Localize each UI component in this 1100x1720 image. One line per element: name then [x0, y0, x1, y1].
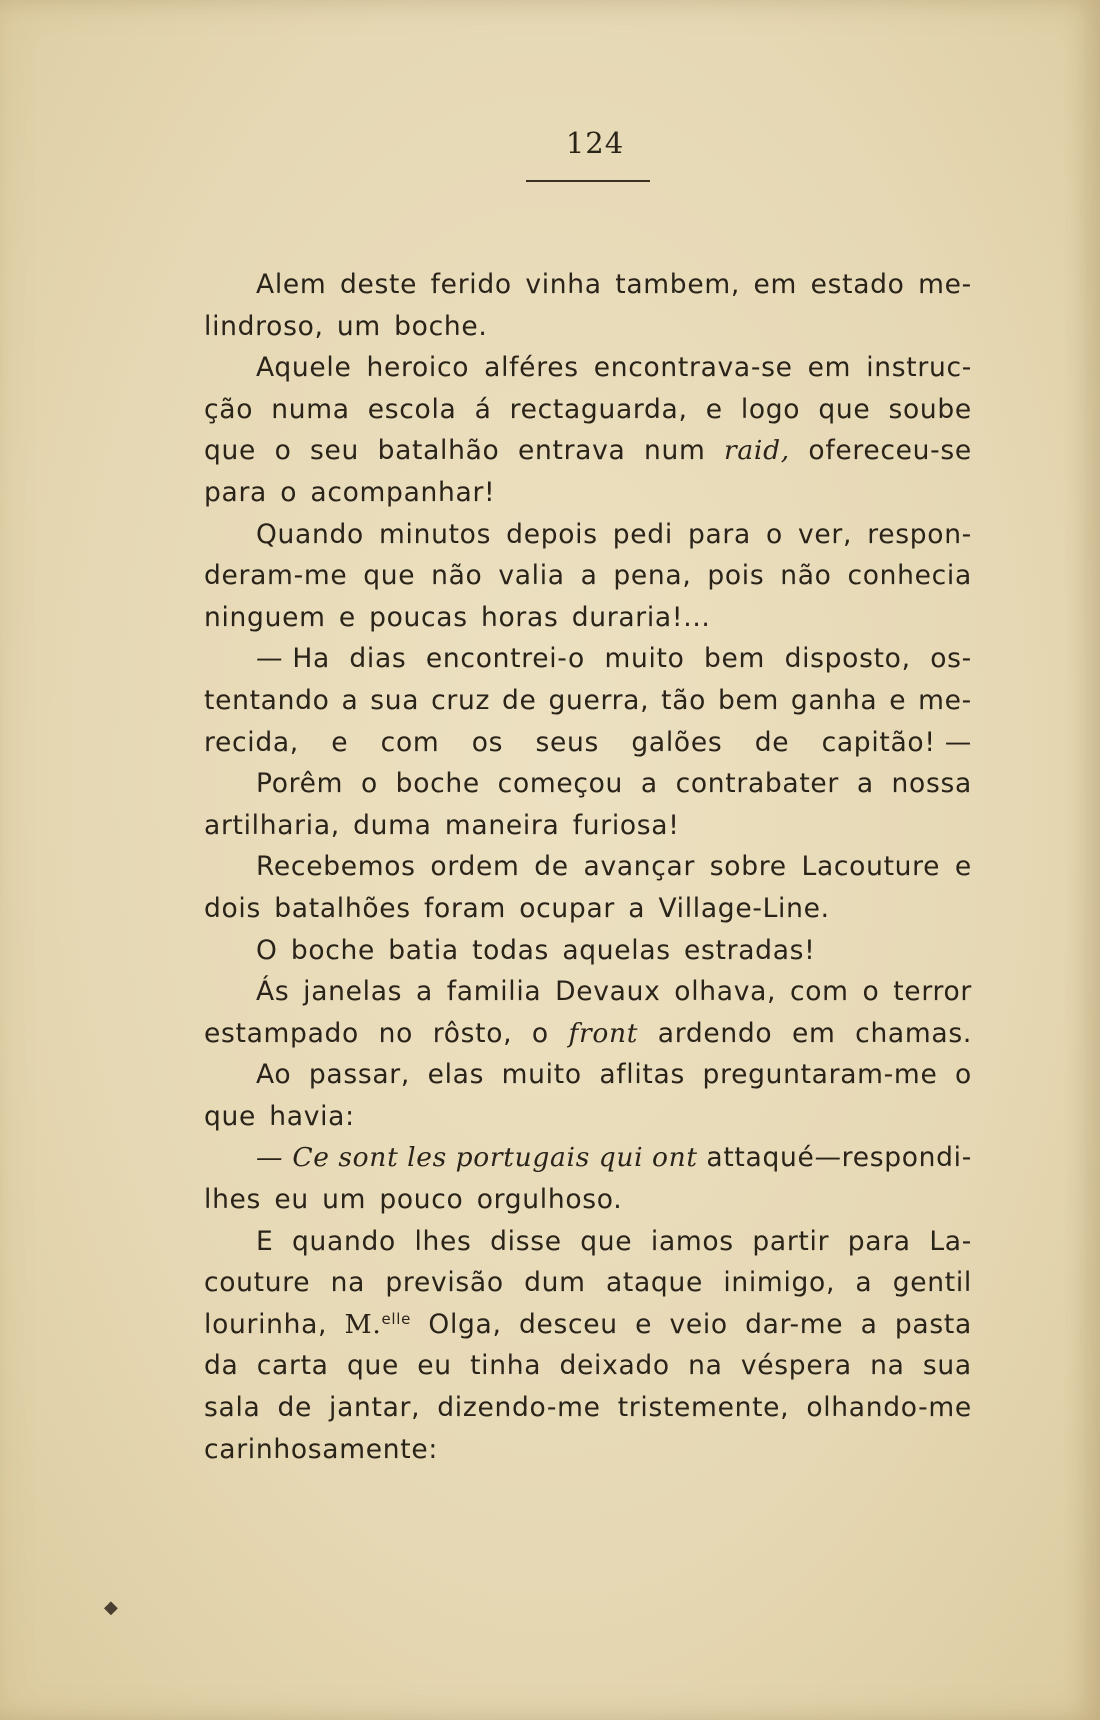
text-line: para o acompanhar! — [204, 476, 496, 508]
text-line: — Ha dias encontrei-o muito bem disposto, os- — [256, 643, 972, 675]
text-line: Porêm o boche começou a contrabater a nossa — [256, 768, 972, 800]
superscript: elle — [381, 1309, 412, 1328]
text-line: O boche batia todas aquelas estradas! — [256, 934, 816, 966]
text-line: couture na previsão dum ataque inimigo, a gentil — [204, 1267, 972, 1299]
text-line: que havia: — [204, 1100, 355, 1132]
text-line: Quando minutos depois pedi para o ver, respon- — [256, 518, 972, 550]
text-line: recida, e com os seus galões de capitão! — — [204, 726, 972, 758]
text-line: lindroso, um boche. — [204, 310, 488, 342]
italic-word: raid, — [724, 435, 790, 467]
text-line: — Ce sont les portugais qui ont attaqué—respondi- — [256, 1142, 972, 1174]
page-number: 124 — [565, 126, 625, 160]
text-line: dois batalhões foram ocupar a Village-Line. — [204, 892, 830, 924]
text-line: sala de jantar, dizendo-me tristemente, olhando-me — [204, 1392, 972, 1424]
header-rule — [526, 180, 650, 182]
body-text — [204, 264, 972, 1470]
text-line: deram-me que não valia a pena, pois não conhecia — [204, 560, 972, 592]
text-line: Ao passar, elas muito aflitas preguntaram-me o — [256, 1059, 972, 1091]
text-line: Ás janelas a familia Devaux olhava, com o terror — [256, 976, 972, 1008]
text-line: E quando lhes disse que iamos partir para La- — [256, 1225, 972, 1257]
text-line: lhes eu um pouco orgulhoso. — [204, 1184, 623, 1216]
text-line: da carta que eu tinha deixado na véspera na sua — [204, 1350, 972, 1382]
text-line: tentando a sua cruz de guerra, tão bem ganha e me- — [204, 684, 972, 716]
ink-blot-mark: ◆ — [104, 1597, 118, 1618]
text-line: ninguem e poucas horas duraria!... — [204, 601, 711, 633]
text-line: carinhosamente: — [204, 1433, 438, 1465]
text-line: Alem deste ferido vinha tambem, em estado me- — [256, 269, 972, 300]
text-line: ção numa escola á rectaguarda, e logo que soube — [204, 393, 972, 425]
text-line: que o seu batalhão entrava num raid, ofereceu-se — [204, 430, 972, 472]
text-line: estampado no rôsto, o front ardendo em chamas. — [204, 1013, 972, 1055]
text-line: artilharia, duma maneira furiosa! — [204, 809, 680, 841]
text-line: Recebemos ordem de avançar sobre Lacouture e — [256, 851, 972, 883]
text-line: lourinha, M.$^{elle}$ Olga, desceu e veio dar-me a pasta — [204, 1308, 972, 1340]
italic-word: front — [568, 1017, 639, 1049]
text-line: Aquele heroico alféres encontrava-se em instruc- — [256, 352, 972, 384]
